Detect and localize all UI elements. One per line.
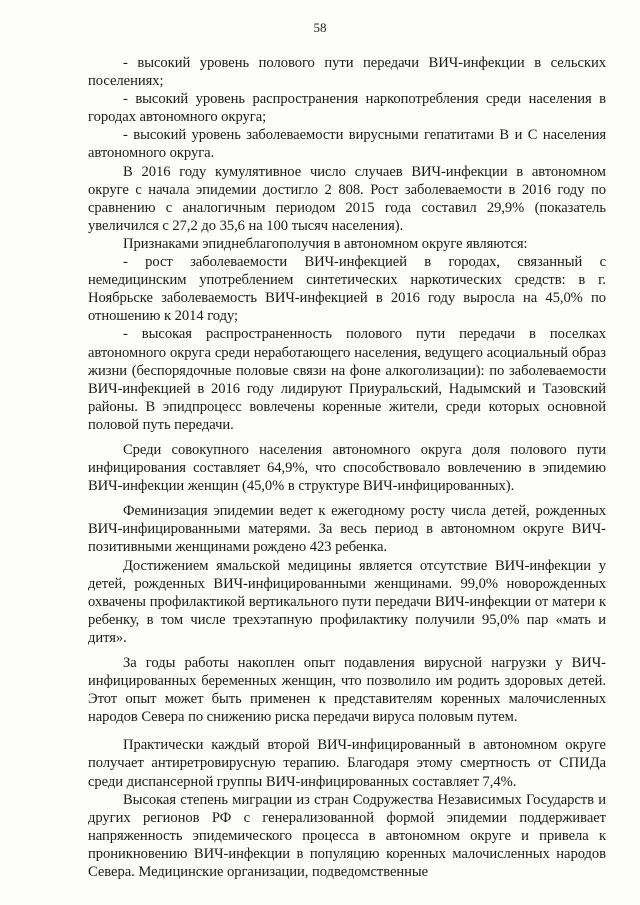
paragraph-feminization: Феминизация эпидемии ведет к ежегодному росту числа детей, рожденных ВИЧ-инфицированными матерями. За весь период в автономном округе ВИЧ-позитивными женщинами рождено 423 ребенка.	[88, 503, 606, 556]
paragraph-sexual-share: Среди совокупного населения автономного округа доля полового пути инфицирования составляет 64,9%, что способствовало вовлечению в эпидемию ВИЧ-инфекции женщин (45,0% в структуре ВИЧ-инфицированных).	[88, 441, 606, 495]
page-number: 58	[313, 20, 327, 35]
document-body	[88, 54, 606, 881]
paragraph-signs-intro: Признаками эпиднеблагополучия в автономном округе являются:	[123, 235, 528, 252]
paragraph-rural-transmission: - высокий уровень полового пути передачи ВИЧ-инфекции в сельских поселениях;	[88, 55, 606, 90]
paragraph-achievement: Достижением ямальской медицины является отсутствие ВИЧ-инфекции у детей, рожденных ВИЧ-инфицированными женщинами. 99,0% новорожденных охвачены профилактикой вертикального пути передачи ВИЧ-инфекции от матери к ребенку, в том числе трехэтапную профилактику получили 95,0% пар «мать и дитя».	[88, 557, 606, 646]
paragraph-migration: Высокая степень миграции из стран Содружества Независимых Государств и других регионов РФ с генерализованной формой эпидемии поддерживает напряженность эпидемического процесса в автономном округе и привела к проникновению ВИЧ-инфекции в популяцию коренных малочисленных народов Севера. Медицинские организации, подведомственные	[88, 791, 606, 881]
paragraph-therapy: Практически каждый второй ВИЧ-инфицированный в автономном округе получает антиретровирусную терапию. Благодаря этому смертность от СПИДа среди диспансерной группы ВИЧ-инфицированных составляет 7,4%.	[88, 737, 606, 790]
paragraph-experience: За годы работы накоплен опыт подавления вирусной нагрузки у ВИЧ-инфицированных беременных женщин, что позволило им родить здоровых детей. Этот опыт может быть применен к представителям коренных малочисленных народов Севера по снижению риска передачи вируса половым путем.	[88, 655, 606, 726]
paragraph-settlements: - высокая распространенность полового пути передачи в поселках автономного округа среди неработающего населения, ведущего асоциальный образ жизни (беспорядочные половые связи на фоне алкоголизации): по заболеваемости ВИЧ-инфекцией в 2016 году лидируют Приуральский, Надымский и Тазовский районы. В эпидпроцесс вовлечены коренные жители, среди которых основной половой путь передачи.	[88, 326, 606, 433]
paragraph-cumulative-cases: В 2016 году кумулятивное число случаев ВИЧ-инфекции в автономном округе с начала эпидемии достигло 2 808. Рост заболеваемости в 2016 году по сравнению с аналогичным периодом 2015 года составил 29,9% (показатель увеличился с 27,2 до 35,6 на 100 тысяч населения).	[88, 163, 606, 234]
paragraph-hepatitis: - высокий уровень заболеваемости вирусными гепатитами В и С населения автономного округа.	[88, 127, 606, 162]
paragraph-city-growth: - рост заболеваемости ВИЧ-инфекцией в городах, связанный с немедицинским употреблением синтетических наркотических средств: в г. Ноябрьске заболеваемость ВИЧ-инфекцией в 2016 году выросла на 45,0% по отношению к 2014 году;	[88, 254, 606, 325]
paragraph-drug-use: - высокий уровень распространения наркопотребления среди населения в городах автономного округа;	[88, 91, 606, 126]
